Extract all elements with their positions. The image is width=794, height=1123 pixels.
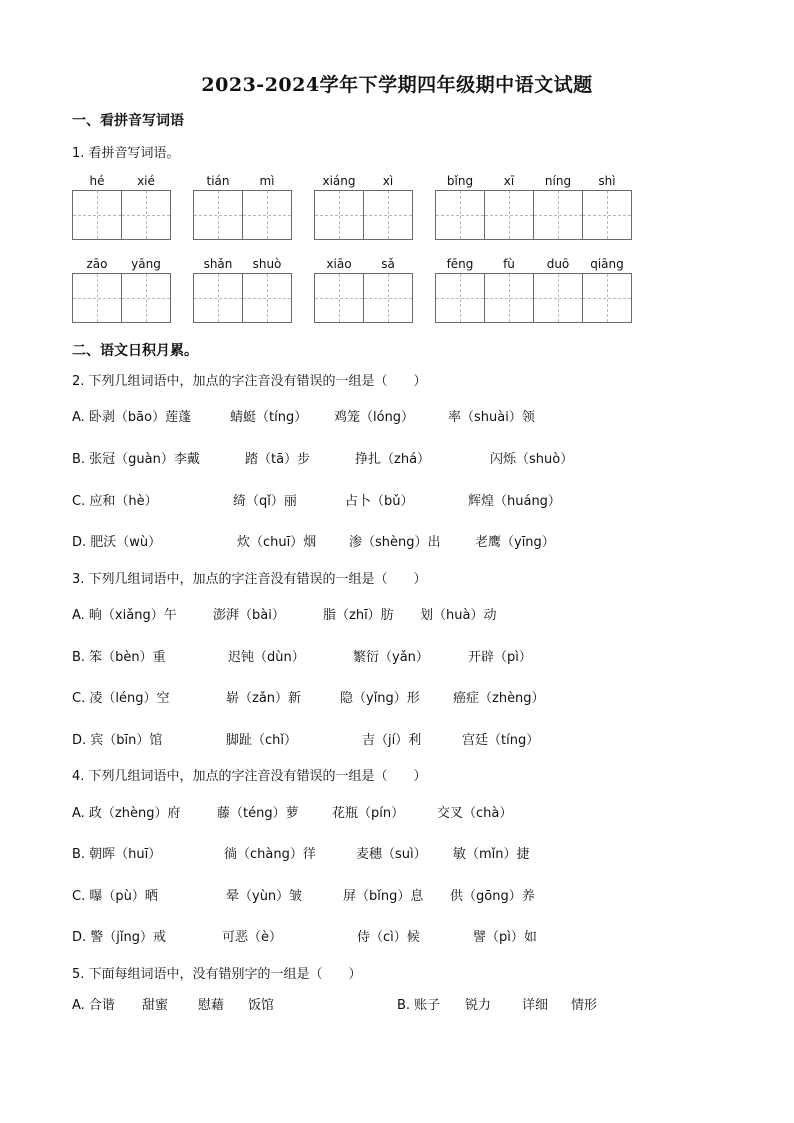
pinyin-label: yāng — [131, 257, 161, 271]
q3-option-d-word: 脚趾（chǐ） — [226, 733, 297, 748]
q5-option-b-word: 锐力 — [465, 998, 492, 1013]
q3-option-c-word: 崭（zǎn）新 — [226, 691, 302, 706]
q4-option-d-word: 譬（pì）如 — [473, 930, 537, 945]
pinyin-label: sǎ — [381, 257, 395, 271]
q3-option-d-word: 吉（jí）利 — [362, 733, 422, 748]
pinyin-label: fēng — [446, 257, 474, 271]
q5-option-b-word: 情形 — [571, 998, 598, 1013]
pinyin-label: xiáng — [322, 174, 356, 188]
q4-option-b[interactable]: B. 朝晖（huī） — [72, 847, 162, 862]
q3-option-b[interactable]: B. 笨（bèn）重 — [72, 650, 166, 665]
q4-option-d-word: 可恶（è） — [222, 930, 282, 945]
writing-grid[interactable] — [435, 190, 632, 240]
page-title: 2023-2024学年下学期四年级期中语文试题 — [201, 74, 593, 96]
section-2-heading: 二、语文日积月累。 — [72, 343, 198, 359]
q4-option-a-word: 花瓶（pín） — [332, 806, 405, 821]
q4-option-c-word: 屏（bǐng）息 — [343, 889, 424, 904]
q2-option-a-word: 蜻蜓（tíng） — [230, 410, 308, 425]
writing-grid[interactable] — [72, 190, 171, 240]
writing-grid[interactable] — [314, 273, 413, 323]
pinyin-label: xié — [137, 174, 155, 188]
q2-option-d[interactable]: D. 肥沃（wù） — [72, 535, 162, 550]
q2-option-a-word: 鸡笼（lóng） — [334, 410, 415, 425]
q2-option-a-word: 率（shuài）领 — [448, 410, 535, 425]
q2-option-c-word: 绮（qǐ）丽 — [233, 494, 297, 509]
q3-option-a[interactable]: A. 晌（xiǎng）午 — [72, 608, 177, 623]
q3-option-d[interactable]: D. 宾（bīn）馆 — [72, 733, 163, 748]
q2-option-d-word: 炊（chuī）烟 — [237, 535, 317, 550]
q4-option-a[interactable]: A. 政（zhèng）府 — [72, 806, 181, 821]
pinyin-label: duō — [546, 257, 570, 271]
writing-grid[interactable] — [72, 273, 171, 323]
writing-grid[interactable] — [314, 190, 413, 240]
q3-option-a-word: 脂（zhī）肪 — [323, 608, 394, 623]
question-2-stem: 2. 下列几组词语中，加点的字注音没有错误的一组是（ ） — [72, 374, 427, 389]
question-5-stem: 5. 下面每组词语中，没有错别字的一组是（ ） — [72, 967, 362, 982]
pinyin-label: zāo — [86, 257, 108, 271]
pinyin-group-5 — [72, 257, 172, 335]
pinyin-label: xiāo — [326, 257, 352, 271]
pinyin-label: xì — [382, 174, 394, 188]
question-4-stem: 4. 下列几组词语中，加点的字注音没有错误的一组是（ ） — [72, 769, 427, 784]
q2-option-b-word: 闪烁（shuò） — [490, 452, 574, 467]
q2-option-b-word: 踏（tā）步 — [245, 452, 311, 467]
q4-option-a-word: 藤（téng）萝 — [217, 806, 299, 821]
writing-grid[interactable] — [193, 190, 292, 240]
pinyin-label: shì — [598, 174, 616, 188]
q3-option-b-word: 迟钝（dùn） — [228, 650, 305, 665]
q5-option-a-word: 饭馆 — [248, 998, 275, 1013]
q4-option-c-word: 供（gōng）养 — [450, 889, 535, 904]
pinyin-group-4 — [435, 174, 635, 252]
q4-option-a-word: 交叉（chà） — [437, 806, 513, 821]
q2-option-c[interactable]: C. 应和（hè） — [72, 494, 158, 509]
q3-option-c-word: 癌症（zhèng） — [453, 691, 545, 706]
q3-option-c-word: 隐（yǐng）形 — [340, 691, 420, 706]
q5-option-a[interactable]: A. 合谐 — [72, 998, 115, 1013]
pinyin-label: fù — [503, 257, 515, 271]
q5-option-a-word: 甜蜜 — [142, 998, 169, 1013]
q4-option-d[interactable]: D. 警（jǐng）戒 — [72, 930, 166, 945]
pinyin-group-6 — [193, 257, 293, 335]
q5-option-b[interactable]: B. 账子 — [397, 998, 441, 1013]
q4-option-d-word: 侍（cì）候 — [357, 930, 420, 945]
pinyin-group-3 — [314, 174, 414, 252]
pinyin-label: mì — [259, 174, 275, 188]
q4-option-c-word: 晕（yùn）皱 — [226, 889, 303, 904]
pinyin-group-1 — [72, 174, 172, 252]
q2-option-c-word: 占卜（bǔ） — [345, 494, 414, 509]
pinyin-group-2 — [193, 174, 293, 252]
pinyin-label: xī — [503, 174, 515, 188]
section-1-heading: 一、看拼音写词语 — [72, 113, 184, 129]
pinyin-label: bǐng — [446, 174, 474, 188]
q5-option-b-word: 详细 — [522, 998, 549, 1013]
question-1-stem: 1. 看拼音写词语。 — [72, 146, 180, 161]
writing-grid[interactable] — [193, 273, 292, 323]
q2-option-d-word: 渗（shèng）出 — [349, 535, 441, 550]
pinyin-group-7 — [314, 257, 414, 335]
q4-option-b-word: 麦穗（suì） — [356, 847, 427, 862]
pinyin-label: qiāng — [590, 257, 624, 271]
pinyin-label: shǎn — [203, 257, 233, 271]
q3-option-b-word: 开辟（pì） — [468, 650, 532, 665]
pinyin-label: níng — [544, 174, 572, 188]
pinyin-label: shuò — [252, 257, 282, 271]
q2-option-c-word: 辉煌（huáng） — [468, 494, 561, 509]
q4-option-b-word: 徜（chàng）徉 — [224, 847, 316, 862]
q3-option-a-word: 澎湃（bài） — [213, 608, 285, 623]
pinyin-label: tián — [206, 174, 230, 188]
q3-option-b-word: 繁衍（yǎn） — [353, 650, 429, 665]
q4-option-b-word: 敏（mǐn）捷 — [453, 847, 530, 862]
question-3-stem: 3. 下列几组词语中，加点的字注音没有错误的一组是（ ） — [72, 572, 427, 587]
q5-option-a-word: 慰藉 — [198, 998, 225, 1013]
q3-option-c[interactable]: C. 凌（léng）空 — [72, 691, 170, 706]
q4-option-c[interactable]: C. 曝（pù）晒 — [72, 889, 158, 904]
q2-option-a[interactable]: A. 卧剥（bāo）莲蓬 — [72, 410, 192, 425]
q2-option-b-word: 挣扎（zhá） — [355, 452, 431, 467]
pinyin-group-8 — [435, 257, 635, 335]
pinyin-label: hé — [89, 174, 105, 188]
q3-option-d-word: 宫廷（tíng） — [462, 733, 540, 748]
writing-grid[interactable] — [435, 273, 632, 323]
q2-option-b[interactable]: B. 张冠（guàn）李戴 — [72, 452, 200, 467]
q2-option-d-word: 老鹰（yīng） — [475, 535, 555, 550]
q3-option-a-word: 划（huà）动 — [420, 608, 497, 623]
